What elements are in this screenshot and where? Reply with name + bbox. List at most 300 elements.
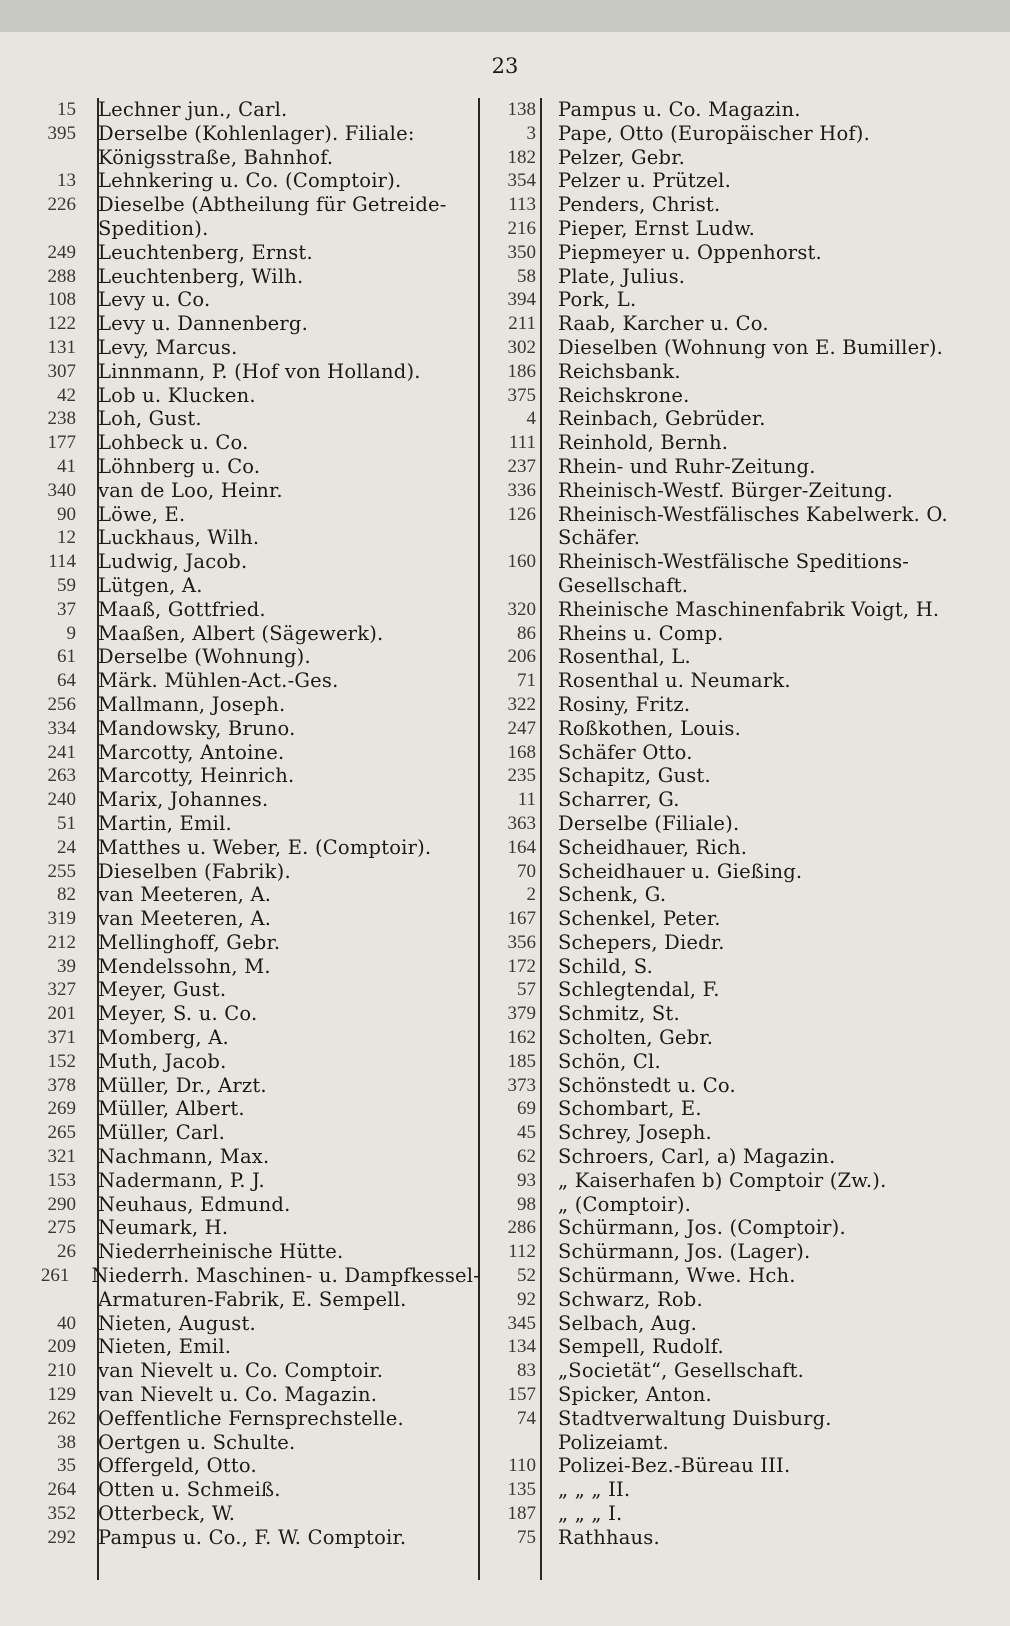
directory-entry — [0, 574, 480, 598]
directory-entry — [480, 574, 980, 598]
entry-number: 375 — [507, 384, 536, 406]
entry-name: Rheinische Maschinenfabrik Voigt, H. — [558, 597, 940, 621]
directory-entry — [0, 1335, 480, 1359]
entry-name: Selbach, Aug. — [558, 1311, 698, 1335]
entry-name: Oeffentliche Fernsprechstelle. — [98, 1406, 404, 1430]
directory-entry — [480, 788, 980, 812]
entry-name: Martin, Emil. — [98, 811, 232, 835]
entry-name: Loh, Gust. — [98, 407, 202, 431]
entry-name: Scharrer, G. — [558, 788, 680, 812]
directory-page — [0, 32, 1010, 1626]
entry-name: Neumark, H. — [98, 1216, 229, 1240]
entry-number: 371 — [47, 1027, 76, 1049]
directory-entry — [480, 550, 980, 574]
directory-entry — [480, 693, 980, 717]
entry-name: Maaßen, Albert (Sägewerk). — [98, 621, 384, 645]
directory-entry — [0, 1121, 480, 1145]
entry-number: 249 — [47, 241, 76, 263]
entry-name: Mendelssohn, M. — [98, 954, 271, 978]
directory-entry — [0, 1193, 480, 1217]
entry-number: 69 — [517, 1098, 536, 1120]
entry-name: Pelzer u. Prützel. — [558, 169, 731, 193]
entry-number — [0, 217, 76, 241]
entry-name: Schrey, Joseph. — [558, 1121, 712, 1145]
entry-number: 354 — [507, 170, 536, 192]
directory-entry — [0, 978, 480, 1002]
directory-entry — [0, 1240, 480, 1264]
directory-entry — [0, 598, 480, 622]
directory-entry — [480, 1193, 980, 1217]
directory-entry — [0, 384, 480, 408]
entry-name: Schroers, Carl, a) Magazin. — [558, 1145, 836, 1169]
entry-name: Reinbach, Gebrüder. — [558, 407, 766, 431]
entry-name: Lechner jun., Carl. — [98, 98, 288, 121]
entry-name: Scholten, Gebr. — [558, 1026, 714, 1050]
entry-number: 363 — [507, 812, 536, 834]
entry-number: 373 — [507, 1074, 536, 1096]
entry-name: Sempell, Rudolf. — [558, 1335, 724, 1359]
entry-number: 37 — [57, 598, 76, 620]
entry-number: 126 — [507, 503, 536, 525]
entry-number: 185 — [507, 1050, 536, 1072]
entry-number — [480, 574, 536, 598]
entry-name: Schild, S. — [558, 954, 654, 978]
entry-name: Polizei-Bez.-Büreau III. — [558, 1454, 791, 1478]
entry-name: Lohbeck u. Co. — [98, 431, 249, 455]
entry-name: Rheins u. Comp. — [558, 621, 724, 645]
directory-entry — [480, 241, 980, 265]
entry-number — [0, 1288, 76, 1312]
entry-number: 13 — [57, 170, 76, 192]
entry-name: Schlegtendal, F. — [558, 978, 720, 1002]
entry-name: Meyer, Gust. — [98, 978, 227, 1002]
entry-number: 51 — [57, 812, 76, 834]
entry-number: 288 — [47, 265, 76, 287]
directory-entry — [480, 1454, 980, 1478]
entry-name: Rosenthal, L. — [558, 645, 691, 669]
entry-number: 122 — [47, 313, 76, 335]
entry-name: Schapitz, Gust. — [558, 764, 711, 788]
directory-entry — [0, 1478, 480, 1502]
directory-entry — [480, 1478, 980, 1502]
entry-number: 113 — [508, 194, 536, 216]
entry-name: Mandowsky, Bruno. — [98, 716, 296, 740]
entry-number: 307 — [47, 360, 76, 382]
page-number: 23 — [491, 54, 519, 78]
entry-number: 238 — [47, 408, 76, 430]
entry-name: Schenkel, Peter. — [558, 907, 721, 931]
entry-name: Königsstraße, Bahnhof. — [98, 145, 334, 169]
directory-entry — [0, 1431, 480, 1455]
entry-number: 2 — [526, 884, 536, 906]
entry-number: 110 — [508, 1455, 536, 1477]
entry-number: 320 — [507, 598, 536, 620]
directory-entry — [0, 312, 480, 336]
directory-entry — [0, 503, 480, 527]
directory-entry — [0, 1359, 480, 1383]
entry-number: 292 — [47, 1526, 76, 1548]
entry-number: 152 — [47, 1050, 76, 1072]
entry-number — [0, 146, 76, 170]
directory-entry — [0, 1526, 480, 1550]
entry-name: Derselbe (Kohlenlager). Filiale: — [98, 121, 415, 145]
entry-name: Schäfer. — [558, 526, 641, 550]
directory-entry — [0, 1288, 480, 1312]
entry-number: 255 — [47, 860, 76, 882]
directory-entry — [0, 860, 480, 884]
directory-entry — [0, 788, 480, 812]
directory-entry — [0, 1097, 480, 1121]
directory-entry — [480, 407, 980, 431]
directory-entry — [480, 1026, 980, 1050]
entry-number: 226 — [47, 194, 76, 216]
entry-number: 61 — [57, 646, 76, 668]
entry-number: 114 — [48, 551, 76, 573]
entry-name: Marcotty, Antoine. — [98, 740, 285, 764]
entry-name: Pampus u. Co., F. W. Comptoir. — [98, 1525, 407, 1549]
entry-number: 92 — [517, 1288, 536, 1310]
entry-name: Mallmann, Joseph. — [98, 692, 286, 716]
entry-number: 64 — [57, 670, 76, 692]
entry-number: 275 — [47, 1217, 76, 1239]
directory-entry — [480, 1145, 980, 1169]
directory-entry — [0, 122, 480, 146]
entry-number: 340 — [47, 479, 76, 501]
directory-entry — [480, 1335, 980, 1359]
entry-number: 378 — [47, 1074, 76, 1096]
directory-entry — [0, 336, 480, 360]
directory-entry — [480, 764, 980, 788]
directory-entry — [0, 1502, 480, 1526]
entry-number: 138 — [507, 99, 536, 120]
entry-name: Marcotty, Heinrich. — [98, 764, 295, 788]
entry-number: 12 — [57, 527, 76, 549]
directory-entry — [480, 669, 980, 693]
entry-name: Rosiny, Fritz. — [558, 692, 691, 716]
directory-entry — [480, 98, 980, 122]
entry-name: Schenk, G. — [558, 883, 667, 907]
entry-number: 237 — [507, 455, 536, 477]
directory-entry — [0, 550, 480, 574]
entry-number: 177 — [47, 432, 76, 454]
entry-name: Dieselben (Wohnung von E. Bumiller). — [558, 335, 944, 359]
entry-number — [480, 526, 536, 550]
entry-name: Nachmann, Max. — [98, 1145, 270, 1169]
entry-number: 379 — [507, 1003, 536, 1025]
entry-name: Schombart, E. — [558, 1097, 702, 1121]
directory-entry — [0, 431, 480, 455]
directory-entry — [0, 526, 480, 550]
entry-number: 86 — [517, 622, 536, 644]
entry-name: Schepers, Diedr. — [558, 930, 725, 954]
entry-number: 235 — [507, 765, 536, 787]
entry-name: Muth, Jacob. — [98, 1049, 227, 1073]
entry-name: Reinhold, Bernh. — [558, 431, 729, 455]
directory-entry — [0, 288, 480, 312]
entry-number: 172 — [507, 955, 536, 977]
directory-entry — [0, 955, 480, 979]
entry-name: Pieper, Ernst Ludw. — [558, 216, 756, 240]
directory-entry — [480, 622, 980, 646]
entry-number: 247 — [507, 717, 536, 739]
directory-entry — [480, 1240, 980, 1264]
entry-number: 262 — [47, 1407, 76, 1429]
entry-number: 327 — [47, 979, 76, 1001]
directory-entry — [480, 288, 980, 312]
entry-name: Schmitz, St. — [558, 1002, 680, 1026]
directory-entry — [0, 931, 480, 955]
entry-name: Nieten, Emil. — [98, 1335, 232, 1359]
directory-entry — [0, 883, 480, 907]
entry-number: 71 — [517, 670, 536, 692]
entry-name: Leuchtenberg, Ernst. — [98, 240, 313, 264]
directory-entry — [0, 98, 480, 122]
directory-entry — [0, 1050, 480, 1074]
directory-entry — [0, 645, 480, 669]
directory-entry — [0, 407, 480, 431]
entry-name: Schäfer Otto. — [558, 740, 693, 764]
entry-number: 240 — [47, 789, 76, 811]
entry-number: 206 — [507, 646, 536, 668]
entry-number: 82 — [57, 884, 76, 906]
directory-entry — [480, 955, 980, 979]
entry-number: 134 — [507, 1336, 536, 1358]
directory-entry — [480, 598, 980, 622]
directory-entry — [0, 1312, 480, 1336]
directory-entry — [480, 978, 980, 1002]
entry-number: 111 — [508, 432, 536, 454]
entry-number: 4 — [526, 408, 536, 430]
directory-entry — [0, 1383, 480, 1407]
entry-name: Linnmann, P. (Hof von Holland). — [98, 359, 421, 383]
directory-entry — [480, 312, 980, 336]
directory-entry — [0, 717, 480, 741]
entry-number: 256 — [47, 693, 76, 715]
entry-name: Neuhaus, Edmund. — [98, 1192, 291, 1216]
entry-name: van Nievelt u. Co. Magazin. — [98, 1383, 378, 1407]
entry-number: 210 — [47, 1360, 76, 1382]
entry-number: 356 — [507, 931, 536, 953]
entry-number: 59 — [57, 574, 76, 596]
entry-name: Otterbeck, W. — [98, 1502, 236, 1526]
directory-entry — [480, 907, 980, 931]
directory-entry — [480, 431, 980, 455]
directory-entry — [0, 693, 480, 717]
entry-number: 216 — [507, 217, 536, 239]
entry-name: Levy u. Dannenberg. — [98, 312, 308, 336]
directory-entry — [0, 812, 480, 836]
entry-name: Rosenthal u. Neumark. — [558, 669, 791, 693]
entry-number: 395 — [47, 122, 76, 144]
entry-number: 212 — [47, 931, 76, 953]
directory-entry — [0, 669, 480, 693]
entry-name: Nieten, August. — [98, 1311, 256, 1335]
entry-number: 26 — [57, 1241, 76, 1263]
entry-name: Piepmeyer u. Oppenhorst. — [558, 240, 822, 264]
entry-name: Plate, Julius. — [558, 264, 686, 288]
directory-entry — [480, 265, 980, 289]
entry-name: Derselbe (Wohnung). — [98, 645, 311, 669]
entry-name: Rheinisch-Westfälisches Kabelwerk. O. — [558, 502, 948, 526]
entry-number: 322 — [507, 693, 536, 715]
entry-number: 39 — [57, 955, 76, 977]
directory-entry — [0, 265, 480, 289]
entry-name: Müller, Carl. — [98, 1121, 226, 1145]
entry-number: 286 — [507, 1217, 536, 1239]
entry-number: 319 — [47, 908, 76, 930]
entry-name: Nadermann, P. J. — [98, 1168, 265, 1192]
entry-number: 201 — [47, 1003, 76, 1025]
directory-entry — [0, 360, 480, 384]
entry-name: Luckhaus, Wilh. — [98, 526, 260, 550]
directory-entry — [480, 479, 980, 503]
directory-entry — [0, 217, 480, 241]
directory-entry — [480, 931, 980, 955]
entry-name: Schürmann, Jos. (Lager). — [558, 1240, 811, 1264]
entry-name: Schön, Cl. — [558, 1049, 661, 1073]
entry-name: Scheidhauer, Rich. — [558, 835, 748, 859]
entry-name: Levy u. Co. — [98, 288, 211, 312]
entry-number — [480, 1431, 536, 1455]
directory-entry — [480, 836, 980, 860]
entry-name: Pape, Otto (Europäischer Hof). — [558, 121, 871, 145]
entry-name: Momberg, A. — [98, 1026, 229, 1050]
directory-entry — [480, 1002, 980, 1026]
entry-name: „ Kaiserhafen b) Comptoir (Zw.). — [558, 1168, 887, 1192]
directory-entry — [0, 836, 480, 860]
entry-name: Lob u. Klucken. — [98, 383, 256, 407]
entry-name: Polizeiamt. — [558, 1430, 669, 1454]
directory-entry — [480, 812, 980, 836]
entry-name: Marix, Johannes. — [98, 788, 269, 812]
entry-number: 75 — [517, 1526, 536, 1548]
directory-entry — [480, 384, 980, 408]
entry-name: Müller, Dr., Arzt. — [98, 1073, 267, 1097]
directory-entry — [480, 1359, 980, 1383]
entry-name: Pampus u. Co. Magazin. — [558, 98, 801, 121]
entry-name: Otten u. Schmeiß. — [98, 1478, 281, 1502]
entry-number: 302 — [507, 336, 536, 358]
entry-name: Roßkothen, Louis. — [558, 716, 741, 740]
entry-number: 168 — [507, 741, 536, 763]
directory-entry — [480, 1216, 980, 1240]
directory-entry — [480, 193, 980, 217]
directory-entry — [480, 503, 980, 527]
entry-number: 42 — [57, 384, 76, 406]
entry-number: 164 — [507, 836, 536, 858]
entry-number: 38 — [57, 1431, 76, 1453]
entry-name: Matthes u. Weber, E. (Comptoir). — [98, 835, 432, 859]
entry-number: 157 — [507, 1384, 536, 1406]
entry-name: Müller, Albert. — [98, 1097, 245, 1121]
entry-name: Schönstedt u. Co. — [558, 1073, 736, 1097]
entry-number: 162 — [507, 1027, 536, 1049]
entry-name: Armaturen-Fabrik, E. Sempell. — [98, 1287, 407, 1311]
entry-name: Leuchtenberg, Wilh. — [98, 264, 304, 288]
entry-number: 269 — [47, 1098, 76, 1120]
entry-name: Schürmann, Jos. (Comptoir). — [558, 1216, 846, 1240]
entry-name: van Meeteren, A. — [98, 883, 272, 907]
entry-number: 70 — [517, 860, 536, 882]
entry-number: 40 — [57, 1312, 76, 1334]
directory-entry — [480, 1097, 980, 1121]
entry-name: Levy, Marcus. — [98, 335, 238, 359]
directory-entry — [480, 122, 980, 146]
directory-entry — [0, 1074, 480, 1098]
entry-name: Scheidhauer u. Gießing. — [558, 859, 803, 883]
entry-number: 290 — [47, 1193, 76, 1215]
entry-name: „Societät“, Gesellschaft. — [558, 1359, 805, 1383]
entry-name: Derselbe (Filiale). — [558, 811, 740, 835]
entry-name: Lütgen, A. — [98, 573, 203, 597]
directory-entry — [480, 1526, 980, 1550]
entry-name: Mellinghoff, Gebr. — [98, 930, 281, 954]
entry-number: 160 — [507, 551, 536, 573]
entry-name: Löwe, E. — [98, 502, 186, 526]
directory-entry — [0, 169, 480, 193]
entry-name: van Meeteren, A. — [98, 907, 272, 931]
directory-entry — [0, 1002, 480, 1026]
entry-name: Pelzer, Gebr. — [558, 145, 685, 169]
entry-number: 11 — [517, 789, 536, 811]
directory-entry — [0, 146, 480, 170]
directory-entry — [480, 217, 980, 241]
entry-number: 45 — [517, 1122, 536, 1144]
directory-entry — [480, 169, 980, 193]
directory-entry — [0, 455, 480, 479]
entry-number: 93 — [517, 1169, 536, 1191]
entry-name: Schürmann, Wwe. Hch. — [558, 1264, 796, 1288]
entry-name: Gesellschaft. — [558, 573, 689, 597]
directory-entry — [0, 1407, 480, 1431]
entry-number: 153 — [47, 1169, 76, 1191]
entry-name: Märk. Mühlen-Act.-Ges. — [98, 669, 339, 693]
entry-number: 211 — [508, 313, 536, 335]
entry-name: Rheinisch-Westf. Bürger-Zeitung. — [558, 478, 894, 502]
entry-number: 261 — [40, 1265, 70, 1287]
directory-entry — [0, 479, 480, 503]
entry-name: Dieselbe (Abtheilung für Getreide- — [98, 193, 447, 217]
entry-number: 83 — [517, 1360, 536, 1382]
entry-name: Pork, L. — [558, 288, 637, 312]
directory-entry — [480, 1312, 980, 1336]
directory-entry — [0, 1454, 480, 1478]
entry-number: 265 — [47, 1122, 76, 1144]
left-column — [0, 98, 480, 1550]
entry-number: 352 — [47, 1503, 76, 1525]
directory-entry — [0, 1264, 480, 1288]
directory-entry — [480, 1074, 980, 1098]
directory-entry — [0, 741, 480, 765]
entry-name: „ „ „ II. — [558, 1478, 631, 1502]
directory-entry — [480, 1050, 980, 1074]
directory-entry — [0, 193, 480, 217]
directory-entry — [480, 1407, 980, 1431]
entry-name: Oertgen u. Schulte. — [98, 1430, 296, 1454]
entry-number: 41 — [57, 455, 76, 477]
directory-entry — [480, 645, 980, 669]
entry-number: 350 — [507, 241, 536, 263]
directory-entry — [480, 717, 980, 741]
directory-entry — [480, 1169, 980, 1193]
entry-number: 336 — [507, 479, 536, 501]
entry-number: 3 — [526, 122, 536, 144]
entry-name: Lehnkering u. Co. (Comptoir). — [98, 169, 402, 193]
directory-entry — [480, 1121, 980, 1145]
entry-number: 241 — [47, 741, 76, 763]
entry-number: 57 — [517, 979, 536, 1001]
entry-number: 129 — [47, 1384, 76, 1406]
